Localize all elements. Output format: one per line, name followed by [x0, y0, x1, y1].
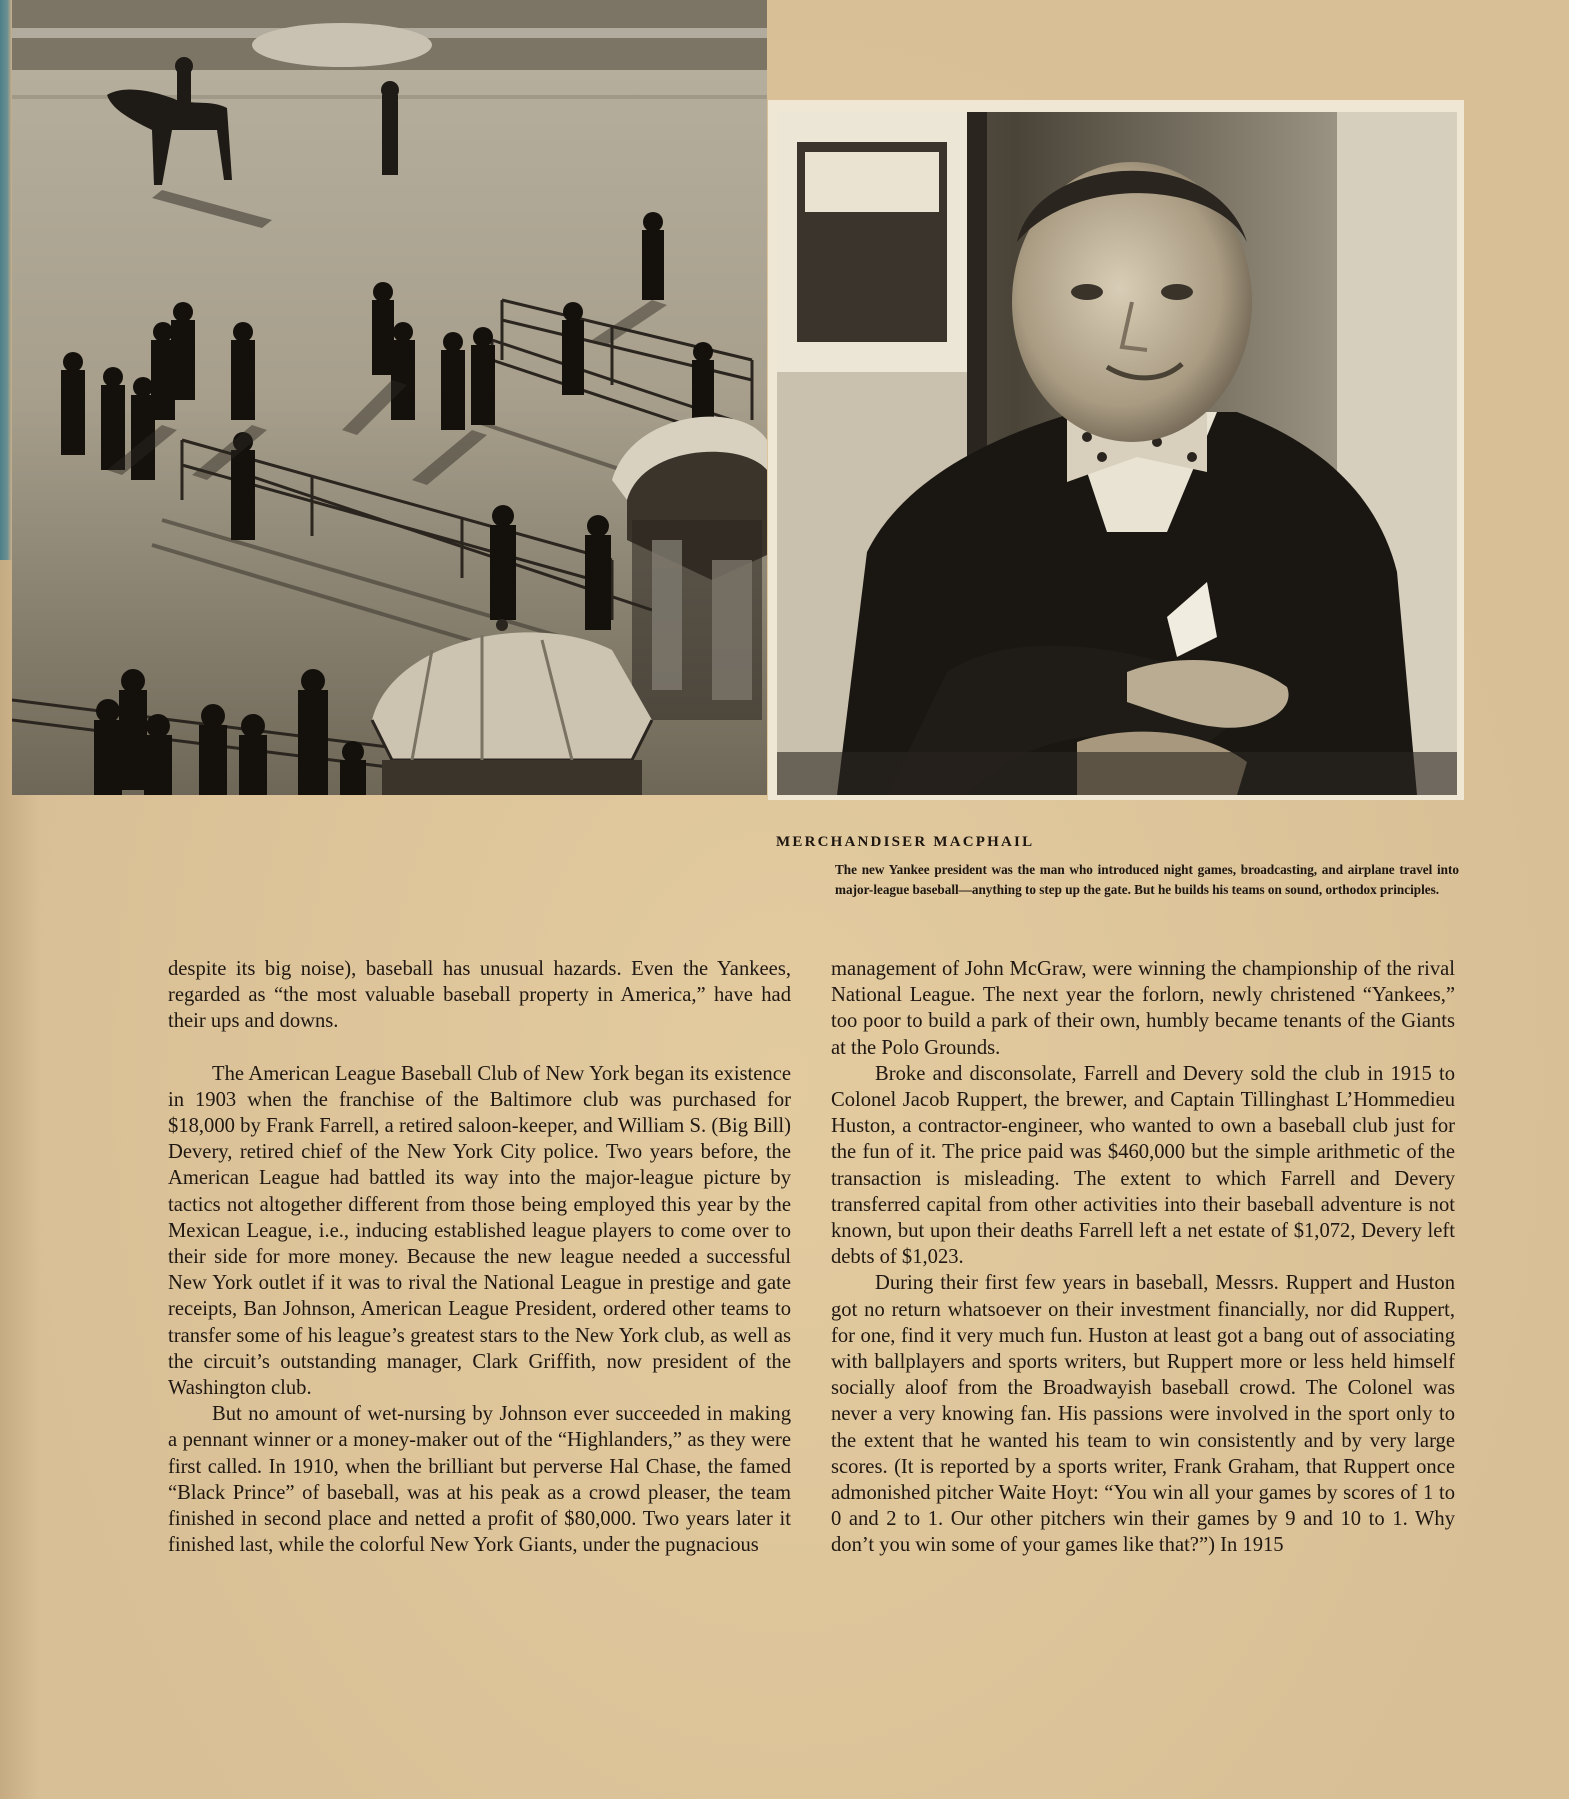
article-paragraph: Broke and disconsolate, Farrell and Devery sold the club in 1915 to Colonel Jacob Ruppert, the brewer, and Captain Tillinghast L’Hommedieu Huston, a contractor-engineer, who wanted to own a baseball club just for the fun of it. The price paid was $460,000 but the simple arithmetic of the transaction is misleading. The extent to which Farrell and Devery transferred capital from other activities into their baseball adventure is not known, but upon their deaths Farrell left a net estate of $1,072, Devery left debts of $1,023.: [831, 1062, 1455, 1269]
article-paragraph: The American League Baseball Club of New York began its existence in 1903 when the franchise of the Baltimore club was purchased for $18,000 by Frank Farrell, a retired saloon-keeper, and William S. (Big Bill) Devery, retired chief of the New York City police. Two years before, the American League had battled its way into the major-league picture by tactics not altogether different from those being employed this year by the Mexican League, i.e., inducing established league players to come over to their side for more money. Because the new league needed a successful New York outlet if it was to rival the National League in prestige and gate receipts, Ban Johnson, American League President, ordered other teams to transfer some of his league’s greatest stars to the New York club, as well as the circuit’s outstanding manager, Clark Griffith, now president of the Washington club.: [168, 1062, 791, 1400]
article-right-column: [831, 956, 1455, 1559]
article-left-column: [168, 956, 791, 1558]
article-paragraph: management of John McGraw, were winning the championship of the rival National League. The next year the forlorn, newly christened “Yankees,” too poor to build a park of their own, humbly became tenants of the Giants at the Polo Grounds.: [831, 958, 1455, 1059]
article-paragraph: During their first few years in baseball, Messrs. Ruppert and Huston got no return whatsoever on their investment financially, nor did Ruppert, for one, find it very much fun. Huston at least got a bang out of associating with ballplayers and sports writers, but Ruppert more or less held himself socially aloof from the Broadwayish baseball crowd. The Colonel was never a very knowing fan. His passions were involved in the sport only to the extent that he wanted his team to win consistently and by very large scores. (It is reported by a sports writer, Frank Graham, that Ruppert once admonished pitcher Waite Hoyt: “You win all your games by scores of 1 to 0 and 2 to 1. Our other pitchers win their games by 9 and 10 to 1. Why don’t you win some of your games like that?”) In 1915: [831, 1272, 1455, 1557]
macphail-portrait-photo: [777, 112, 1457, 795]
caption-heading: MERCHANDISER MACPHAIL: [776, 834, 1035, 850]
caption-text: The new Yankee president was the man who introduced night games, broadcasting, and airplane travel into major-league baseball—anything to step up the gate. But he builds his teams on sound, orthodox principles.: [835, 862, 1459, 897]
stadium-entrance-photo: [12, 0, 767, 795]
article-paragraph: despite its big noise), baseball has unusual hazards. Even the Yankees, regarded as “the most valuable baseball property in America,” have had their ups and downs.: [168, 958, 791, 1033]
article-paragraph: But no amount of wet-nursing by Johnson ever succeeded in making a pennant winner or a money-maker out of the “Highlanders,” as they were first called. In 1910, when the brilliant but perverse Hal Chase, the famed “Black Prince” of baseball, was at his peak as a crowd pleaser, the team finished in second place and netted a profit of $80,000. Two years later it finished last, while the colorful New York Giants, under the pugnacious: [168, 1403, 791, 1557]
binding-edge: [0, 0, 12, 560]
